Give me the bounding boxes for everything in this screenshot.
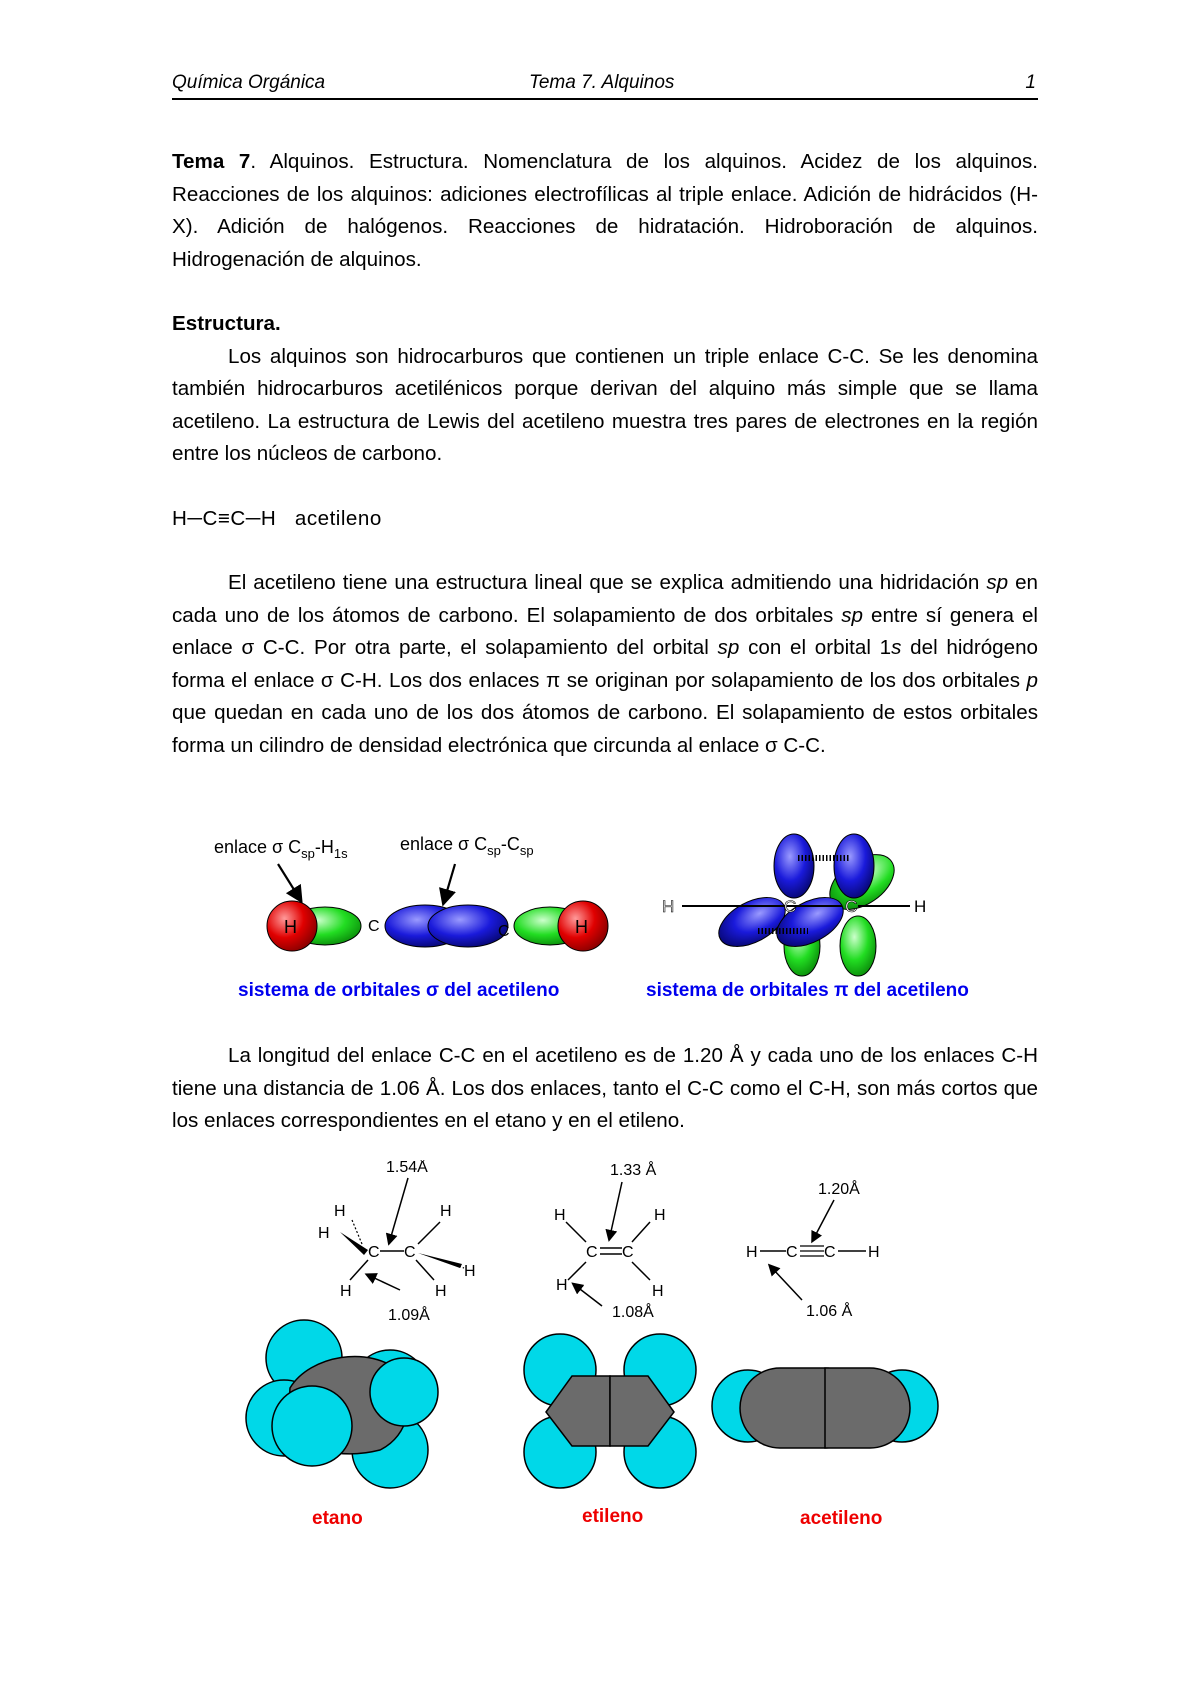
- svg-text:1.08Å: 1.08Å: [612, 1304, 654, 1321]
- svg-text:H: H: [654, 1207, 666, 1224]
- ethylene-structure: [554, 1160, 666, 1321]
- sigma-label-c-h: enlace σ $C_{sp}-H_{1s}$: [214, 837, 348, 861]
- pi-caption: sistema de orbitales π del acetileno: [646, 980, 969, 1001]
- svg-text:C: C: [368, 1244, 380, 1261]
- svg-text:H: H: [464, 1263, 476, 1280]
- atom-h-left: H: [284, 917, 297, 937]
- svg-text:1.09Å: 1.09Å: [388, 1307, 430, 1324]
- sigma-label-c-c: enlace σ $C_{sp}-C_{sp}$: [400, 834, 534, 858]
- pi-green-lobe-bottom-right: [840, 916, 876, 976]
- document-body-2: [172, 1040, 1038, 1138]
- svg-text:H: H: [340, 1283, 352, 1300]
- intro-paragraph: [172, 146, 1038, 276]
- paragraph-1: Los alquinos son hidrocarburos que contienen un triple enlace C-C. Se les denomina también hidrocarburos acetilénicos porque derivan del alquino más simple que se llama acetileno. La estructura de Lewis del acetileno muestra tres pares de electrones en la región entre los núcleos de carbono.: [172, 344, 1038, 465]
- blue-lobe-right: [428, 905, 508, 947]
- section-heading: Estructura.: [172, 312, 281, 335]
- paragraph-2: El acetileno tiene una estructura lineal que se explica admitiendo una hidridación sp en cada uno de los átomos de carbono. El solapamiento de dos orbitales sp entre sí genera el enlace σ C-C. Por otra parte, el solapamiento del orbital sp con el orbital 1s del hidrógeno forma el enlace σ C-H. Los dos enlaces π se originan por solapamiento de los dos orbitales p que quedan en cada uno de los dos átomos de carbono. El solapamiento de estos orbitales forma un cilindro de densidad electrónica que circunda al enlace σ C-C.: [172, 571, 1039, 757]
- pi-atom-h-left: H: [662, 897, 675, 916]
- label-etileno: etileno: [582, 1506, 644, 1527]
- svg-text:1.33 Å: 1.33 Å: [610, 1162, 657, 1179]
- atom-h-right: H: [575, 917, 588, 937]
- ethylene-spacefill: [524, 1334, 696, 1488]
- svg-text:C: C: [824, 1244, 836, 1261]
- pi-atom-c-left: C: [784, 897, 797, 916]
- svg-text:H: H: [318, 1225, 330, 1242]
- ethane-spacefill: [246, 1320, 438, 1488]
- label-acetileno: acetileno: [800, 1508, 883, 1529]
- header-course: Química Orgánica: [172, 72, 326, 93]
- svg-text:H: H: [554, 1207, 566, 1224]
- lewis-structure: [172, 503, 1038, 536]
- svg-text:H: H: [334, 1203, 346, 1220]
- atom-c-right: C: [498, 923, 510, 940]
- page-number: 1: [1025, 72, 1036, 93]
- arrow-c-c: [445, 864, 455, 898]
- acetylene-structure: [746, 1179, 880, 1320]
- lewis-formula: H─C≡C─H: [172, 506, 277, 530]
- pi-atom-h-right: H: [914, 897, 927, 916]
- lewis-label: acetileno: [294, 506, 382, 530]
- arrow-c-h: [278, 864, 298, 896]
- ethane-structure: [318, 1160, 476, 1324]
- svg-text:C: C: [586, 1244, 598, 1261]
- tema-label: Tema 7: [172, 150, 251, 173]
- svg-text:1.06 Å: 1.06 Å: [806, 1303, 853, 1320]
- intro-text: . Alquinos. Estructura. Nomenclatura de los alquinos. Acidez de los alquinos. Reacciones de los alquinos: adiciones electrofílicas al triple enlace. Adición de hidrácidos (H-X). Adición de halógenos. Reacciones de hidratación. Hidroboración de alquinos. Hidrogenación de alquinos.: [172, 150, 1038, 271]
- svg-text:H: H: [746, 1244, 758, 1261]
- atom-c-left: C: [368, 918, 380, 935]
- pi-orbital-figure: [640, 828, 1020, 1008]
- svg-text:1.20Å: 1.20Å: [818, 1181, 860, 1198]
- pi-atom-c-right: C: [845, 897, 858, 916]
- svg-text:C: C: [622, 1244, 634, 1261]
- svg-text:H: H: [556, 1277, 568, 1294]
- svg-text:H: H: [435, 1283, 447, 1300]
- sigma-caption: sistema de orbitales σ del acetileno: [238, 980, 560, 1001]
- page-header: [172, 70, 1038, 100]
- svg-text:H: H: [440, 1203, 452, 1220]
- svg-text:1.54Å: 1.54Å: [386, 1160, 428, 1176]
- bond-length-figure: [240, 1160, 980, 1540]
- svg-text:H: H: [868, 1244, 880, 1261]
- pi-blue-lobe-top-right: [834, 834, 874, 898]
- svg-text:H: H: [652, 1283, 664, 1300]
- document-body: [172, 146, 1038, 762]
- sigma-orbital-figure: [200, 828, 630, 1008]
- svg-text:C: C: [404, 1244, 416, 1261]
- pi-blue-lobe-top-left: [774, 834, 814, 898]
- header-topic: Tema 7. Alquinos: [529, 72, 675, 93]
- paragraph-3: La longitud del enlace C-C en el acetileno es de 1.20 Å y cada uno de los enlaces C-H tiene una distancia de 1.06 Å. Los dos enlaces, tanto el C-C como el C-H, son más cortos que los enlaces correspondientes en el etano y en el etileno.: [172, 1044, 1038, 1132]
- svg-text:C: C: [786, 1244, 798, 1261]
- label-etano: etano: [312, 1508, 363, 1529]
- acetylene-spacefill: [712, 1368, 938, 1448]
